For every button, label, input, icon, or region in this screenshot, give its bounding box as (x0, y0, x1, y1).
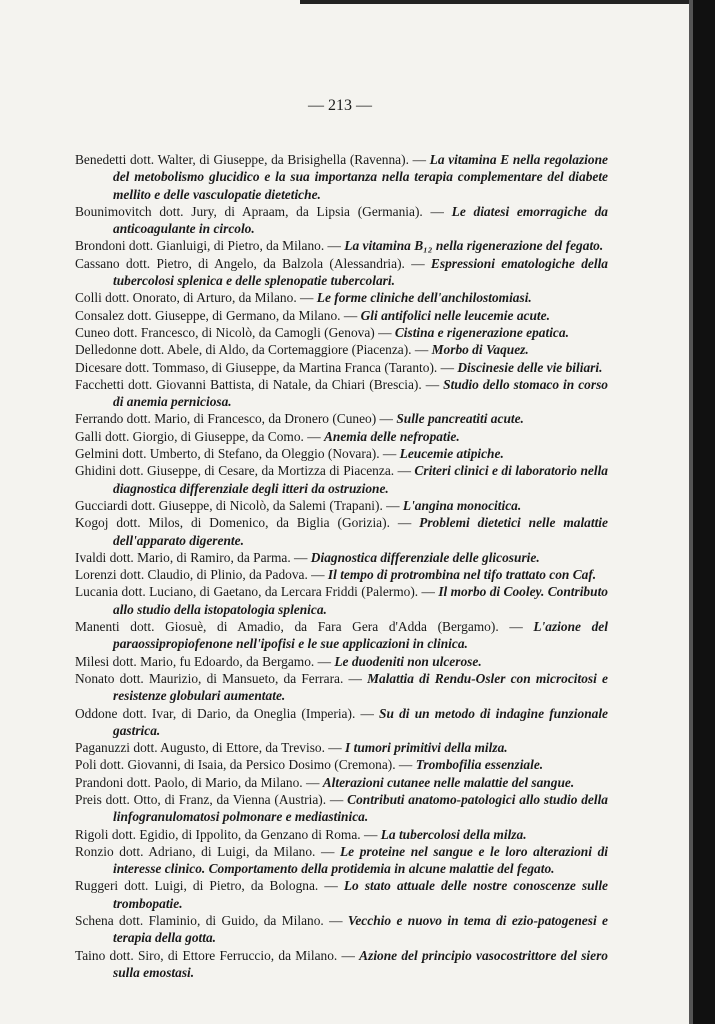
list-item (75, 324, 608, 341)
entry-author: Prandoni dott. Paolo, di Mario, da Milano. — (75, 774, 320, 790)
scan-top-edge (300, 0, 715, 4)
entry-title: Su di un metodo di indagine funzionale gastrica. (113, 705, 608, 738)
entry-author: Ronzio dott. Adriano, di Luigi, da Milano. — (75, 843, 335, 859)
list-item (75, 670, 608, 705)
entry-author: Delledonne dott. Abele, di Aldo, da Cortemaggiore (Piacenza). — (75, 342, 429, 358)
entry-author: Cuneo dott. Francesco, di Nicolò, da Camogli (Genova) — (75, 324, 392, 340)
entry-title: Alterazioni cutanee nelle malattie del sangue. (322, 774, 575, 790)
list-item (75, 359, 608, 376)
entry-author: Rigoli dott. Egidio, di Ippolito, da Genzano di Roma. — (75, 826, 378, 842)
entry-author: Bounimovitch dott. Jury, di Apraam, da Lipsia (Germania). — (75, 203, 444, 219)
entry-author: Poli dott. Giovanni, di Isaia, da Persico Dosimo (Cremona). — (75, 757, 413, 773)
entry-title: Vecchio e nuovo in tema di ezio-patogenesi e terapia della gotta. (113, 913, 608, 946)
list-item (75, 739, 608, 756)
entry-author: Oddone dott. Ivar, di Dario, da Oneglia (Imperia). — (75, 705, 374, 721)
list-item (75, 428, 608, 445)
entry-author: Cassano dott. Pietro, di Angelo, da Balzola (Alessandria). — (75, 255, 425, 271)
list-item (75, 462, 608, 497)
list-item (75, 237, 608, 254)
entry-author: Preis dott. Otto, di Franz, da Vienna (Austria). — (75, 791, 344, 807)
entry-title: La vitamina B₁₂ nella rigenerazione del fegato. (344, 238, 604, 254)
entry-title: I tumori primitivi della milza. (345, 740, 508, 756)
list-item (75, 289, 608, 306)
entry-title: L'angina monocitica. (402, 497, 522, 513)
entry-title: Le duodeniti non ulcerose. (334, 653, 482, 669)
list-item (75, 791, 608, 826)
entry-title: Diagnostica differenziale delle glicosurie. (310, 549, 540, 565)
list-item (75, 947, 608, 982)
list-item (75, 514, 608, 549)
entry-title: Problemi dietetici nelle malattie dell'apparato digerente. (113, 515, 608, 548)
list-item (75, 756, 608, 773)
entry-title: Le diatesi emorragiche da anticoagulante in circolo. (113, 203, 608, 237)
entry-title: Criteri clinici e di laboratorio nella diagnostica differenziale degli itteri da ostruzione. (113, 463, 608, 496)
list-item (75, 497, 608, 514)
entry-title: Lo stato attuale delle nostre conoscenze sulle trombopatie. (113, 878, 608, 911)
entry-author: Brondoni dott. Gianluigi, di Pietro, da Milano. — (75, 238, 341, 254)
entry-title: Trombofilia essenziale. (415, 757, 544, 773)
list-item (75, 843, 608, 878)
thesis-list (75, 151, 608, 981)
list-item (75, 203, 608, 238)
entry-author: Ivaldi dott. Mario, di Ramiro, da Parma. — (75, 549, 308, 565)
list-item (75, 566, 608, 583)
page-number: — 213 — (308, 97, 372, 114)
entry-author: Ruggeri dott. Luigi, di Pietro, da Bologna. — (75, 878, 338, 894)
entry-title: Contributi anatomo-patologici allo studio della linfogranulomatosi polmonare e mediastinica. (113, 791, 608, 825)
entry-title: Gli antifolici nelle leucemie acute. (360, 307, 550, 323)
entry-title: L'azione del paraossipropiofenone nell'ipofisi e le sue applicazioni in clinica. (113, 619, 608, 652)
list-item (75, 877, 608, 912)
entry-title: Cistina e rigenerazione epatica. (394, 324, 569, 340)
entry-author: Schena dott. Flaminio, di Guido, da Milano. — (75, 913, 343, 929)
list-item (75, 705, 608, 740)
entry-author: Colli dott. Onorato, di Arturo, da Milano. — (75, 290, 314, 306)
list-item (75, 307, 608, 324)
entry-title: Il tempo di protrombina nel tifo trattato con Caf. (327, 567, 597, 583)
entry-title: La tubercolosi della milza. (380, 826, 527, 842)
list-item (75, 376, 608, 411)
list-item (75, 653, 608, 670)
list-item (75, 410, 608, 427)
entry-author: Paganuzzi dott. Augusto, di Ettore, da Treviso. — (75, 740, 342, 756)
entry-author: Lorenzi dott. Claudio, di Plinio, da Padova. — (75, 567, 325, 583)
entry-title: Il morbo di Cooley. Contributo allo studio della istopatologia splenica. (113, 584, 608, 617)
entry-author: Lucania dott. Luciano, di Gaetano, da Lercara Friddi (Palermo). — (75, 584, 435, 600)
entry-author: Taino dott. Siro, di Ettore Ferruccio, da Milano. — (75, 947, 355, 963)
entry-title: Le forme cliniche dell'anchilostomiasi. (316, 290, 532, 306)
entry-author: Manenti dott. Giosuè, di Amadio, da Fara Gera d'Adda (Bergamo). — (75, 619, 523, 635)
list-item (75, 445, 608, 462)
entry-author: Gelmini dott. Umberto, di Stefano, da Oleggio (Novara). — (75, 446, 397, 462)
entry-author: Milesi dott. Mario, fu Edoardo, da Bergamo. — (75, 653, 331, 669)
list-item (75, 255, 608, 290)
list-item (75, 618, 608, 653)
entry-title: Discinesie delle vie biliari. (457, 359, 603, 375)
list-item (75, 774, 608, 791)
list-item (75, 826, 608, 843)
list-item (75, 341, 608, 358)
entry-author: Ghidini dott. Giuseppe, di Cesare, da Mortizza di Piacenza. — (75, 463, 411, 479)
entry-title: Morbo di Vaquez. (431, 342, 529, 358)
entry-title: Le proteine nel sangue e le loro alterazioni di interesse clinico. Comportamento della protidemia in alcune malattie del fegato. (113, 843, 608, 877)
entry-author: Kogoj dott. Milos, di Domenico, da Biglia (Gorizia). — (75, 515, 412, 531)
entry-title: Sulle pancreatiti acute. (396, 411, 524, 427)
list-item (75, 583, 608, 618)
entry-author: Nonato dott. Maurizio, di Mansueto, da Ferrara. — (75, 670, 362, 686)
list-item (75, 151, 608, 203)
entry-title: Anemia delle nefropatie. (323, 428, 460, 444)
entry-author: Benedetti dott. Walter, di Giuseppe, da Brisighella (Ravenna). — (75, 152, 426, 167)
entry-title: Azione del principio vasocostrittore del siero sulla emostasi. (113, 947, 609, 980)
list-item (75, 912, 608, 947)
entry-author: Gucciardi dott. Giuseppe, di Nicolò, da Salemi (Trapani). — (75, 497, 400, 513)
entry-title: Leucemie atipiche. (399, 446, 504, 462)
entry-author: Facchetti dott. Giovanni Battista, di Natale, da Chiari (Brescia). — (75, 376, 440, 392)
scan-right-edge (693, 0, 715, 1024)
entry-title: Espressioni ematologiche della tubercolosi splenica e delle splenopatie tubercolari. (113, 255, 608, 289)
entry-title: Studio dello stomaco in corso di anemia perniciosa. (113, 376, 608, 410)
entry-author: Galli dott. Giorgio, di Giuseppe, da Como. — (75, 428, 321, 444)
list-item (75, 549, 608, 566)
entry-author: Ferrando dott. Mario, di Francesco, da Dronero (Cuneo) — (75, 411, 393, 427)
entry-title: La vitamina E nella regolazione del metobolismo glucidico e la sua importanza nella terapia complementare del diabete mellito e delle vasculopatie dietetiche. (113, 152, 608, 202)
entry-author: Consalez dott. Giuseppe, di Germano, da Milano. — (75, 307, 358, 323)
entry-author: Dicesare dott. Tommaso, di Giuseppe, da Martina Franca (Taranto). — (75, 359, 455, 375)
entry-title: Malattia di Rendu-Osler con microcitosi e resistenze globulari aumentate. (113, 670, 608, 704)
